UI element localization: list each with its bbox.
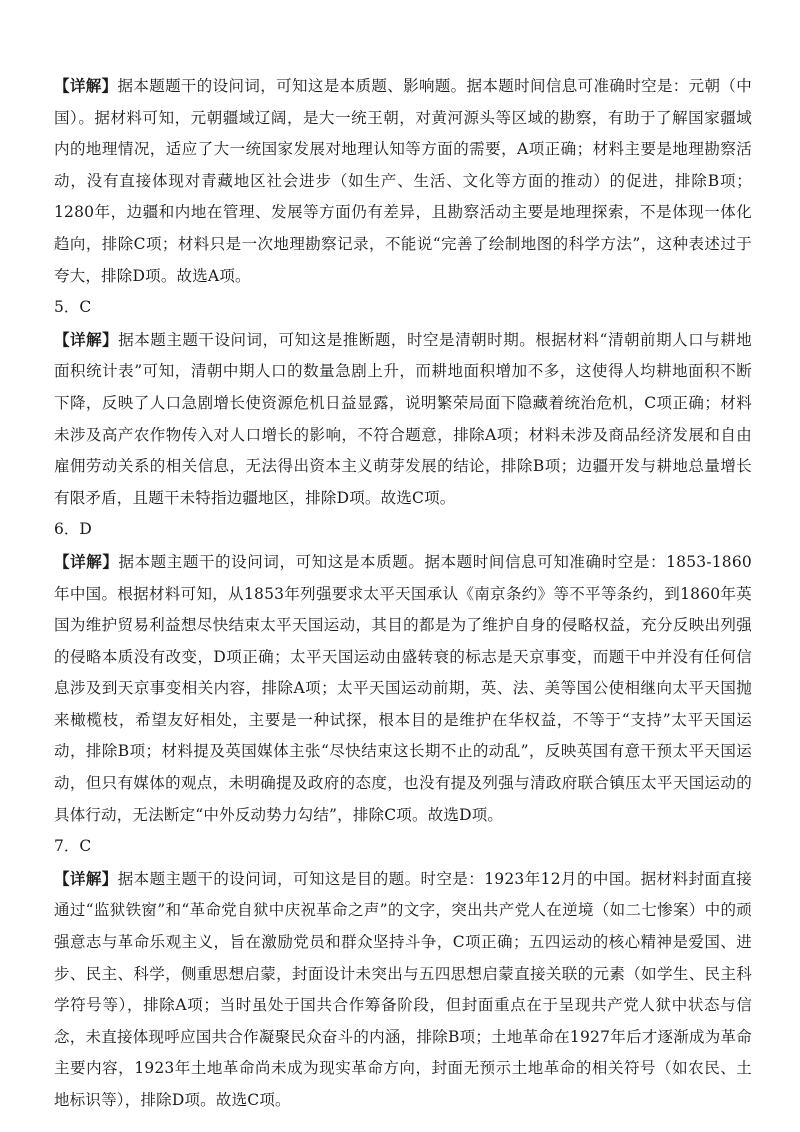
explanation-6 (54, 546, 752, 831)
explanation-text: 据本题主题干设问词，可知这是推断题，时空是清朝时期。根据材料“清朝前期人口与耕地面积统计表”可知，清朝中期人口的数量急剧上升，而耕地面积增加不多，这使得人均耕地面积不断下降，反映了人口急剧增长使资源危机日益显露，说明繁荣局面下隐藏着统治危机，C项正确；材料未涉及高产农作物传入对人口增长的影响，不符合题意，排除A项；材料未涉及商品经济发展和自由雇佣劳动关系的相关信息，无法得出资本主义萌芽发展的结论，排除B项；边疆开发与耕地总量增长有限矛盾，且题干未特指边疆地区，排除D项。故选C项。 (54, 330, 752, 507)
explanation-5 (54, 324, 752, 515)
detail-tag: 【详解】 (54, 868, 118, 888)
explanation-text: 据本题题干的设问词，可知这是本质题、影响题。据本题时间信息可准确时空是：元朝（中国）。据材料可知，元朝疆域辽阔，是大一统王朝，对黄河源头等区域的勘察，有助于了解国家疆域内的地理情况，适应了大一统国家发展对地理认知等方面的需要，A项正确；材料主要是地理勘察活动，没有直接体现对青藏地区社会进步（如生产、生活、文化等方面的推动）的促进，排除B项；1280年，边疆和内地在管理、发展等方面仍有差异，且勘察活动主要是地理探索，不是体现一体化趋向，排除C项；材料只是一次地理勘察记录，不能说“完善了绘制地图的科学方法”，这种表述过于夸大，排除D项。故选A项。 (54, 77, 752, 285)
detail-tag: 【详解】 (54, 329, 119, 349)
explanation-text: 据本题主题干的设问词，可知这是本质题。据本题时间信息可知准确时空是：1853-1860年中国。根据材料可知，从1853年列强要求太平天国承认《南京条约》等不平等条约，到1860年英国为维护贸易利益想尽快结束太平天国运动，其目的都是为了维护自身的侵略权益，充分反映出列强的侵略本质没有改变，D项正确；太平天国运动由盛转衰的标志是天京事变，而题干中并没有任何信息涉及到天京事变相关内容，排除A项；太平天国运动前期，英、法、美等国公使相继向太平天国抛来橄榄枝，希望友好相处，主要是一种试探，根本目的是维护在华权益，不等于“支持”太平天国运动，排除B项；材料提及英国媒体主张“尽快结束这长期不止的动乱”，反映英国有意干预太平天国运动，但只有媒体的观点，未明确提及政府的态度，也没有提及列强与清政府联合镇压太平天国运动的具体行动，无法断定“中外反动势力勾结”，排除C项。故选D项。 (54, 552, 752, 824)
question-6-answer: 6．D (54, 520, 92, 539)
explanation-4 (54, 70, 752, 292)
explanation-text: 据本题主题干的设问词，可知这是目的题。时空是：1923年12月的中国。据材料封面直接通过“监狱铁窗”和“革命党自狱中庆祝革命之声”的文字，突出共产党人在逆境（如二七惨案）中的顽强意志与革命乐观主义，旨在激励党员和群众坚持斗争，C项正确；五四运动的核心精神是爱国、进步、民主、科学，侧重思想启蒙，封面设计未突出与五四思想启蒙直接关联的元素（如学生、民主科学符号等），排除A项；当时虽处于国共合作筹备阶段，但封面重点在于呈现共产党人狱中状态与信念，未直接体现呼应国共合作凝聚民众奋斗的内涵，排除B项；土地革命在1927年后才逐渐成为革命主要内容，1923年土地革命尚未成为现实革命方向，封面无预示土地革命的相关符号（如农民、土地标识等），排除D项。故选C项。 (54, 869, 752, 1109)
detail-tag: 【详解】 (54, 76, 118, 95)
question-7-answer: 7．C (54, 837, 92, 856)
detail-tag: 【详解】 (54, 551, 119, 571)
explanations (54, 70, 752, 1117)
question-5-answer: 5．C (54, 298, 92, 317)
explanation-7 (54, 863, 752, 1117)
